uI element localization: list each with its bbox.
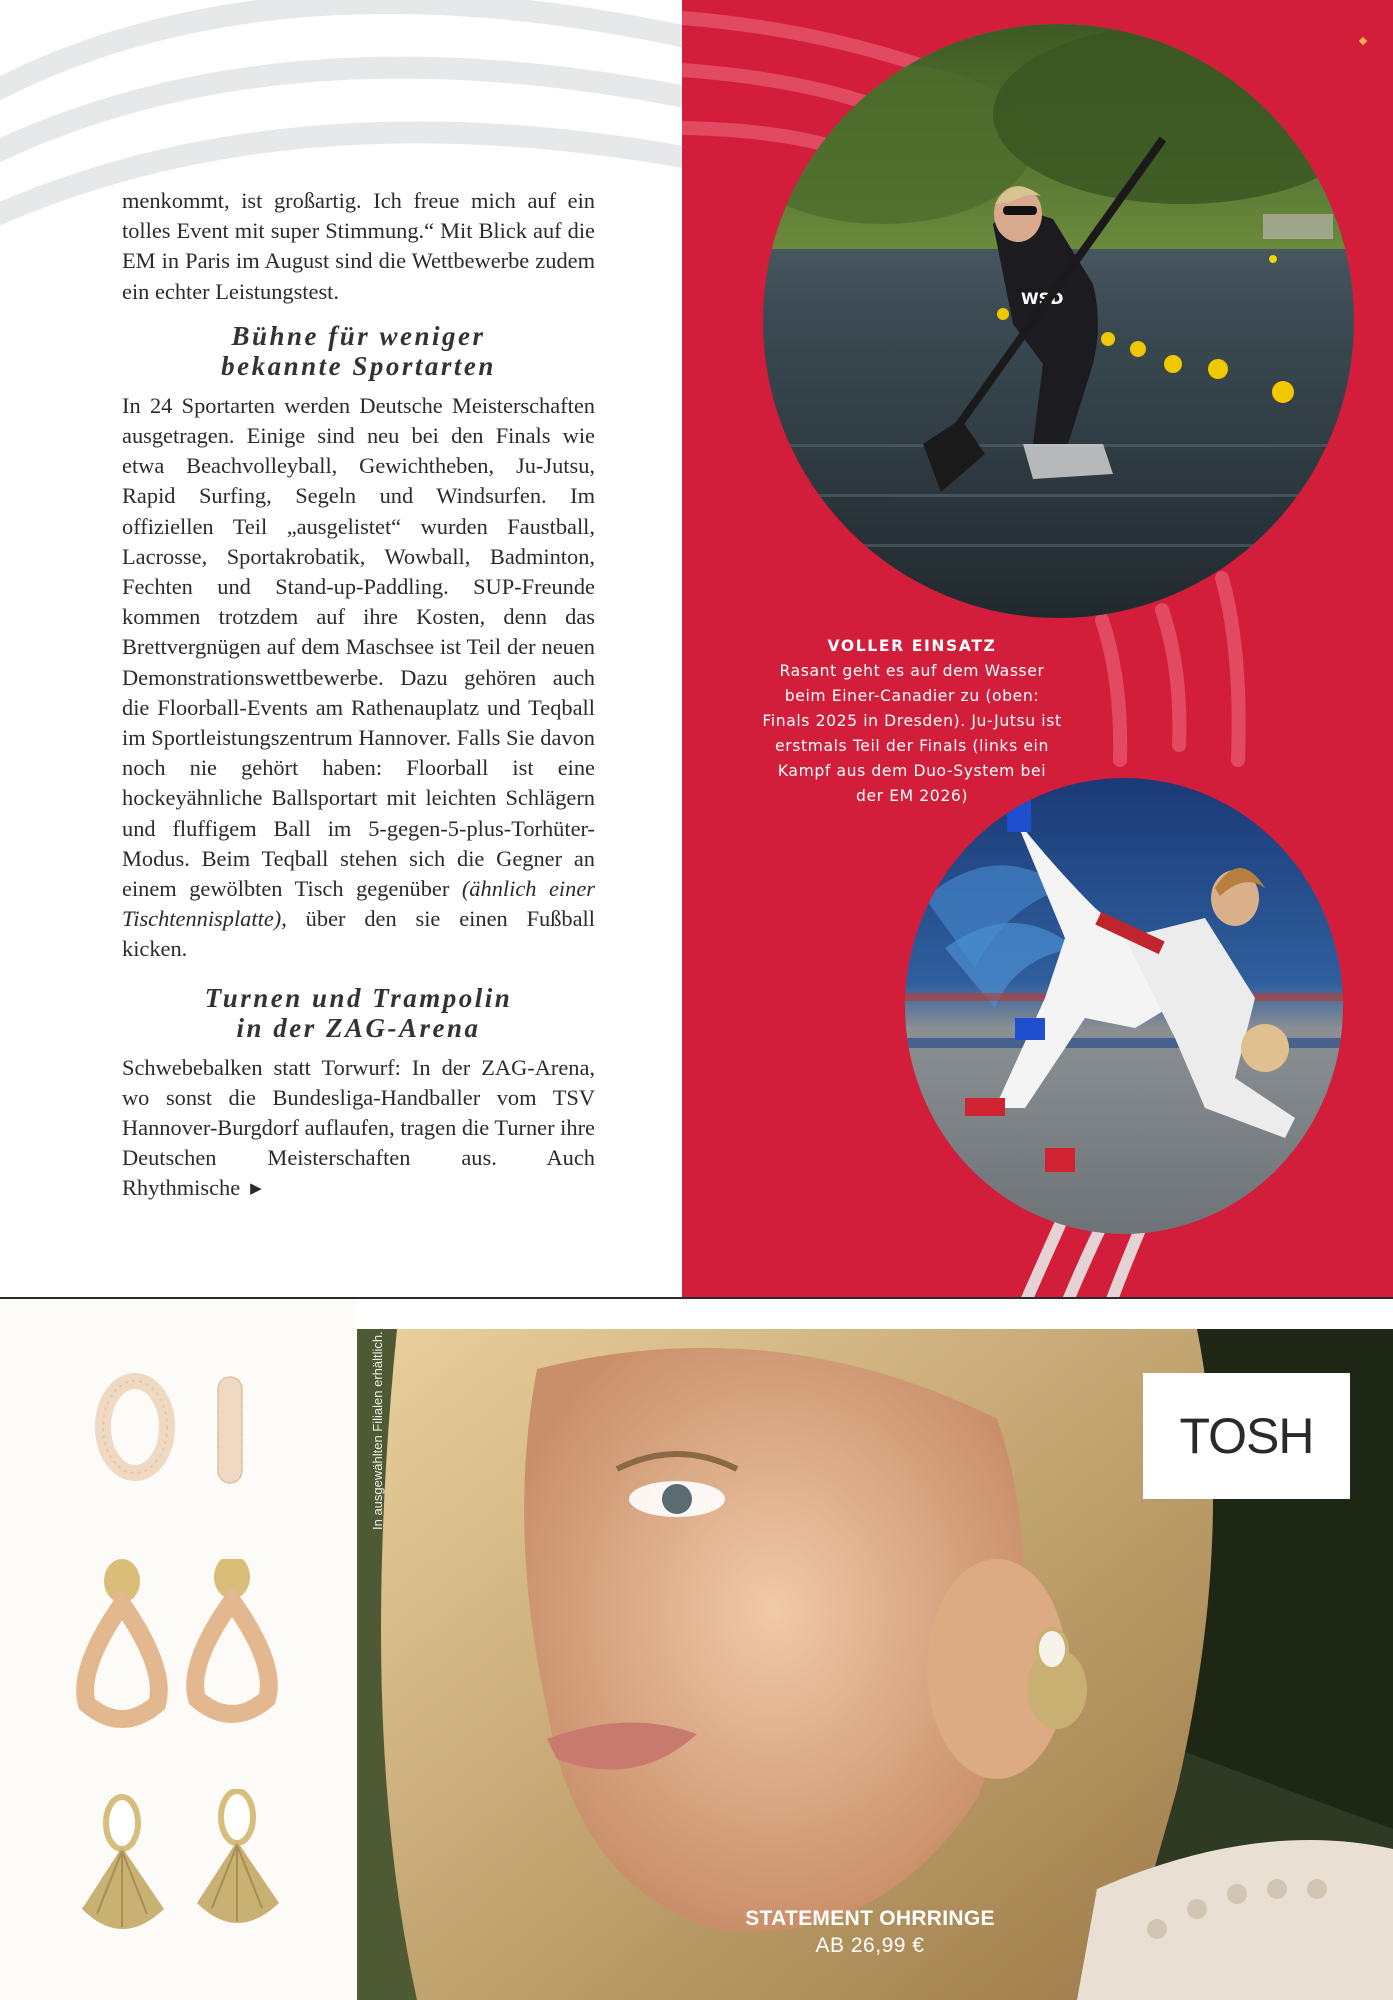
promo-price: AB 26,99 €: [815, 1934, 925, 1957]
beaded-teardrop-earrings: [72, 1559, 292, 1739]
caption-text: Rasant geht es auf dem Wasser beim Einer-Canadier zu (oben: Finals 2025 in Dresden). Ju-Jutsu ist erstmals Teil der Finals (links ein Kampf aus dem Duo-System bei der EM 2026): [762, 662, 1062, 805]
subheading-line: in der ZAG-Arena: [236, 1012, 481, 1043]
canoe-photo: [763, 24, 1354, 618]
promo-title: STATEMENT OHRRINGE: [745, 1907, 995, 1930]
athlete-shirt-text: WSD: [1021, 289, 1064, 308]
jujutsu-photo-graphic: [905, 778, 1343, 1234]
article-page: [0, 0, 682, 1298]
beaded-hoop-earrings: [90, 1359, 270, 1499]
promo-text: [720, 1906, 1020, 1960]
subheading-line: bekannte Sportarten: [221, 350, 496, 381]
gold-shell-earrings: [72, 1789, 292, 1959]
subheading-line: Bühne für weniger: [231, 320, 486, 351]
paragraph-text: In 24 Sportarten werden Deutsche Meisterschaften ausgetragen. Einige sind neu bei den Finals wie etwa Beachvolleyball, Gewichtheben, Ju-Jutsu, Rapid Surfing, Segeln und Windsurfen. Im offiziellen Teil „ausgelistet“ wurden Faustball, Lacrosse, Sportakrobatik, Wowball, Badminton, Fechten und Stand-up-Paddling. SUP-Freunde kommen trotzdem auf ihre Kosten, denn das Brettvergnügen auf dem Maschsee ist Teil der neuen Demonstrationswettbewerbe. Dazu gehören auch die Floorball-Events am Rathenauplatz und Teqball im Sportleistungszentrum Hannover. Falls Sie davon noch nie gehört haben: Floorball ist eine hockeyähnliche Ballsportart mit leichten Schlägern und fluffigem Ball im 5-gegen-5-plus-Torhüter-Modus. Beim Teqball stehen sich die Gegner an einem gewölbten Tisch gegenüber: [122, 392, 595, 902]
continue-arrow-icon: ▶: [250, 1181, 262, 1198]
photo-caption: [762, 634, 1062, 809]
ad-disclaimer: In ausgewählten Filialen erhältlich.: [370, 1331, 385, 1530]
paragraph-text: Schwebebalken statt Torwurf: In der ZAG-Arena, wo sonst die Bundesliga-Handballer vom TSV Hannover-Burgdorf auflaufen, tragen die Turner ihre Deutschen Meisterschaften aus. Auch Rhythmische: [122, 1054, 595, 1201]
jujutsu-photo: [905, 778, 1343, 1234]
article-body: [122, 186, 595, 1205]
canoe-photo-graphic: [763, 24, 1354, 618]
article-paragraph: menkommt, ist großartig. Ich freue mich auf ein tolles Event mit super Stimmung.“ Mit Blick auf die EM in Paris im August sind die Wettbewerbe zudem ein echter Leistungstest.: [122, 188, 595, 304]
brand-logo-box: [1143, 1373, 1350, 1499]
article-paragraph: [122, 391, 595, 965]
photo-page: [682, 0, 1393, 1298]
subheading-line: Turnen und Trampolin: [204, 982, 513, 1013]
paragraph-italic-text: (ähnlich einer Tischtennisplatte): [122, 876, 595, 932]
article-paragraph: [122, 1053, 595, 1205]
article-subheading: [122, 983, 595, 1043]
article-subheading: [122, 321, 595, 381]
earring-products: [0, 1299, 357, 2000]
paragraph-text: , über den sie einen Fußball kicken.: [122, 906, 595, 962]
brand-logo: TOSH: [1179, 1408, 1314, 1464]
caption-title: VOLLER EINSATZ: [827, 637, 997, 655]
